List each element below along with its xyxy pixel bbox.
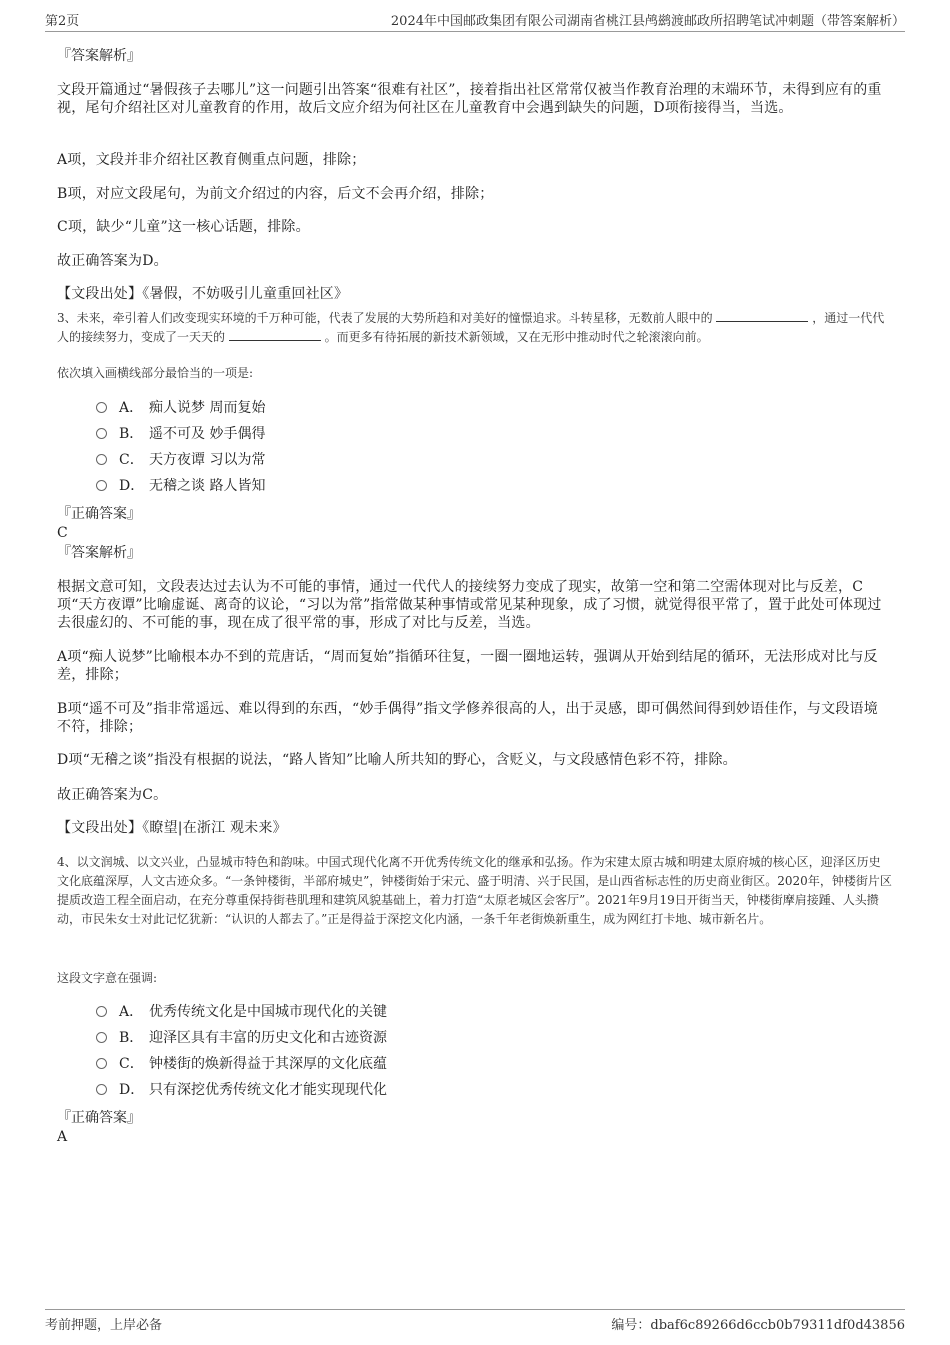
analysis-label: 『答案解析』: [57, 48, 141, 64]
radio-icon[interactable]: [96, 454, 107, 465]
correct-answer: C: [57, 525, 68, 541]
correct-answer-label: 『正确答案』: [57, 1110, 141, 1126]
correct-answer: A: [57, 1129, 68, 1145]
analysis-label: 『答案解析』: [57, 545, 141, 561]
option-a[interactable]: A． 优秀传统文化是中国城市现代化的关键: [96, 1002, 387, 1022]
analysis-paragraph: A项，文段并非介绍社区教育侧重点问题，排除；: [57, 152, 366, 168]
option-d[interactable]: D． 只有深挖优秀传统文化才能实现现代化: [96, 1080, 387, 1100]
document-title: 2024年中国邮政集团有限公司湖南省桃江县鸬鹚渡邮政所招聘笔试冲刺题（带答案解析）: [390, 14, 905, 29]
fill-blank: [229, 328, 321, 341]
analysis-paragraph: D项“无稽之谈”指没有根据的说法，“路人皆知”比喻人所共知的野心，含贬义，与文段感情色彩不符，排除。: [57, 752, 737, 768]
source-citation: 【文段出处】《暑假，不妨吸引儿童重回社区》: [57, 286, 349, 302]
radio-icon[interactable]: [96, 1006, 107, 1017]
document-id: 编号：dbaf6c89266d6ccb0b79311df0d43856: [611, 1318, 905, 1333]
question-text: 4、以文润城、以文兴业，凸显城市特色和韵味。中国式现代化离不开优秀传统文化的继承和弘扬。作为宋建太原古城和明建太原府城的核心区，迎泽区历史文化底蕴深厚，人文古迹众多。“一条钟楼街，半部府城史”，钟楼街始于宋元、盛于明清、兴于民国，是山西省标志性的历史商业街区。2020年，钟楼街片区提质改造工程全面启动，在充分尊重保持街巷肌理和建筑风貌基础上，着力打造“太原老城区会客厅”。2021年9月19日开街当天，钟楼街摩肩接踵、人头攒动，市民朱女士对此记忆犹新：“认识的人都去了。”正是得益于深挖文化内涵，一条千年老街焕新重生，成为网红打卡地、城市新名片。: [57, 855, 892, 926]
fill-blank: [716, 309, 808, 322]
correct-answer-label: 『正确答案』: [57, 506, 141, 522]
analysis-paragraph: A项“痴人说梦”比喻根本办不到的荒唐话，“周而复始”指循环往复，一圈一圈地运转，强调从开始到结尾的循环，无法形成对比与反差，排除；: [57, 649, 878, 683]
header-divider: [45, 31, 905, 32]
option-b[interactable]: B． 遥不可及 妙手偶得: [96, 424, 265, 444]
analysis-paragraph: 文段开篇通过“暑假孩子去哪儿”这一问题引出答案“很难有社区”，接着指出社区常常仅被当作教育治理的末端环节，未得到应有的重视，尾句介绍社区对儿童教育的作用，故后文应介绍为何社区在儿童教育中会遇到缺失的问题，D项衔接得当，当选。: [57, 82, 882, 116]
question-prompt: 依次填入画横线部分最恰当的一项是:: [57, 366, 254, 380]
radio-icon[interactable]: [96, 480, 107, 491]
analysis-paragraph: 故正确答案为D。: [57, 253, 168, 269]
radio-icon[interactable]: [96, 1032, 107, 1043]
option-b[interactable]: B． 迎泽区具有丰富的历史文化和古迹资源: [96, 1028, 387, 1048]
radio-icon[interactable]: [96, 1084, 107, 1095]
analysis-paragraph: C项，缺少“儿童”这一核心话题，排除。: [57, 219, 310, 235]
analysis-paragraph: 故正确答案为C。: [57, 787, 168, 803]
question-text: [57, 309, 892, 347]
question-prompt: 这段文字意在强调:: [57, 971, 158, 985]
footer-divider: [45, 1309, 905, 1310]
radio-icon[interactable]: [96, 1058, 107, 1069]
option-c[interactable]: C． 钟楼街的焕新得益于其深厚的文化底蕴: [96, 1054, 387, 1074]
analysis-paragraph: 根据文意可知，文段表达过去认为不可能的事情，通过一代代人的接续努力变成了现实，故第一空和第二空需体现对比与反差，C项“天方夜谭”比喻虚诞、离奇的议论，“习以为常”指常做某种事情或常见某种现象，成了习惯，就觉得很平常了，置于此处可体现过去很虚幻的、不可能的事，现在成了很平常的事，形成了对比与反差，当选。: [57, 579, 882, 631]
question-text-part: ，通过一代代人的接续努力，变成了一天天的: [57, 311, 885, 344]
option-d[interactable]: D． 无稽之谈 路人皆知: [96, 476, 265, 496]
question-text-part: 3、未来，牵引着人们改变现实环境的千万种可能，代表了发展的大势所趋和对美好的憧憬追求。斗转星移，无数前人眼中的: [57, 311, 713, 325]
analysis-paragraph: B项，对应文段尾句，为前文介绍过的内容，后文不会再介绍，排除；: [57, 186, 494, 202]
radio-icon[interactable]: [96, 428, 107, 439]
footer-slogan: 考前押题，上岸必备: [45, 1318, 163, 1333]
option-a[interactable]: A． 痴人说梦 周而复始: [96, 398, 265, 418]
source-citation: 【文段出处】《瞭望|在浙江 观未来》: [57, 820, 287, 836]
page-number: 第2页: [45, 14, 80, 29]
analysis-paragraph: B项“遥不可及”指非常遥远、难以得到的东西，“妙手偶得”指文学修养很高的人，出于灵感，即可偶然间得到妙语佳作，与文段语境不符，排除；: [57, 701, 878, 735]
option-c[interactable]: C． 天方夜谭 习以为常: [96, 450, 265, 470]
question-text-part: 。而更多有待拓展的新技术新领域，又在无形中推动时代之轮滚滚向前。: [324, 330, 709, 344]
radio-icon[interactable]: [96, 402, 107, 413]
